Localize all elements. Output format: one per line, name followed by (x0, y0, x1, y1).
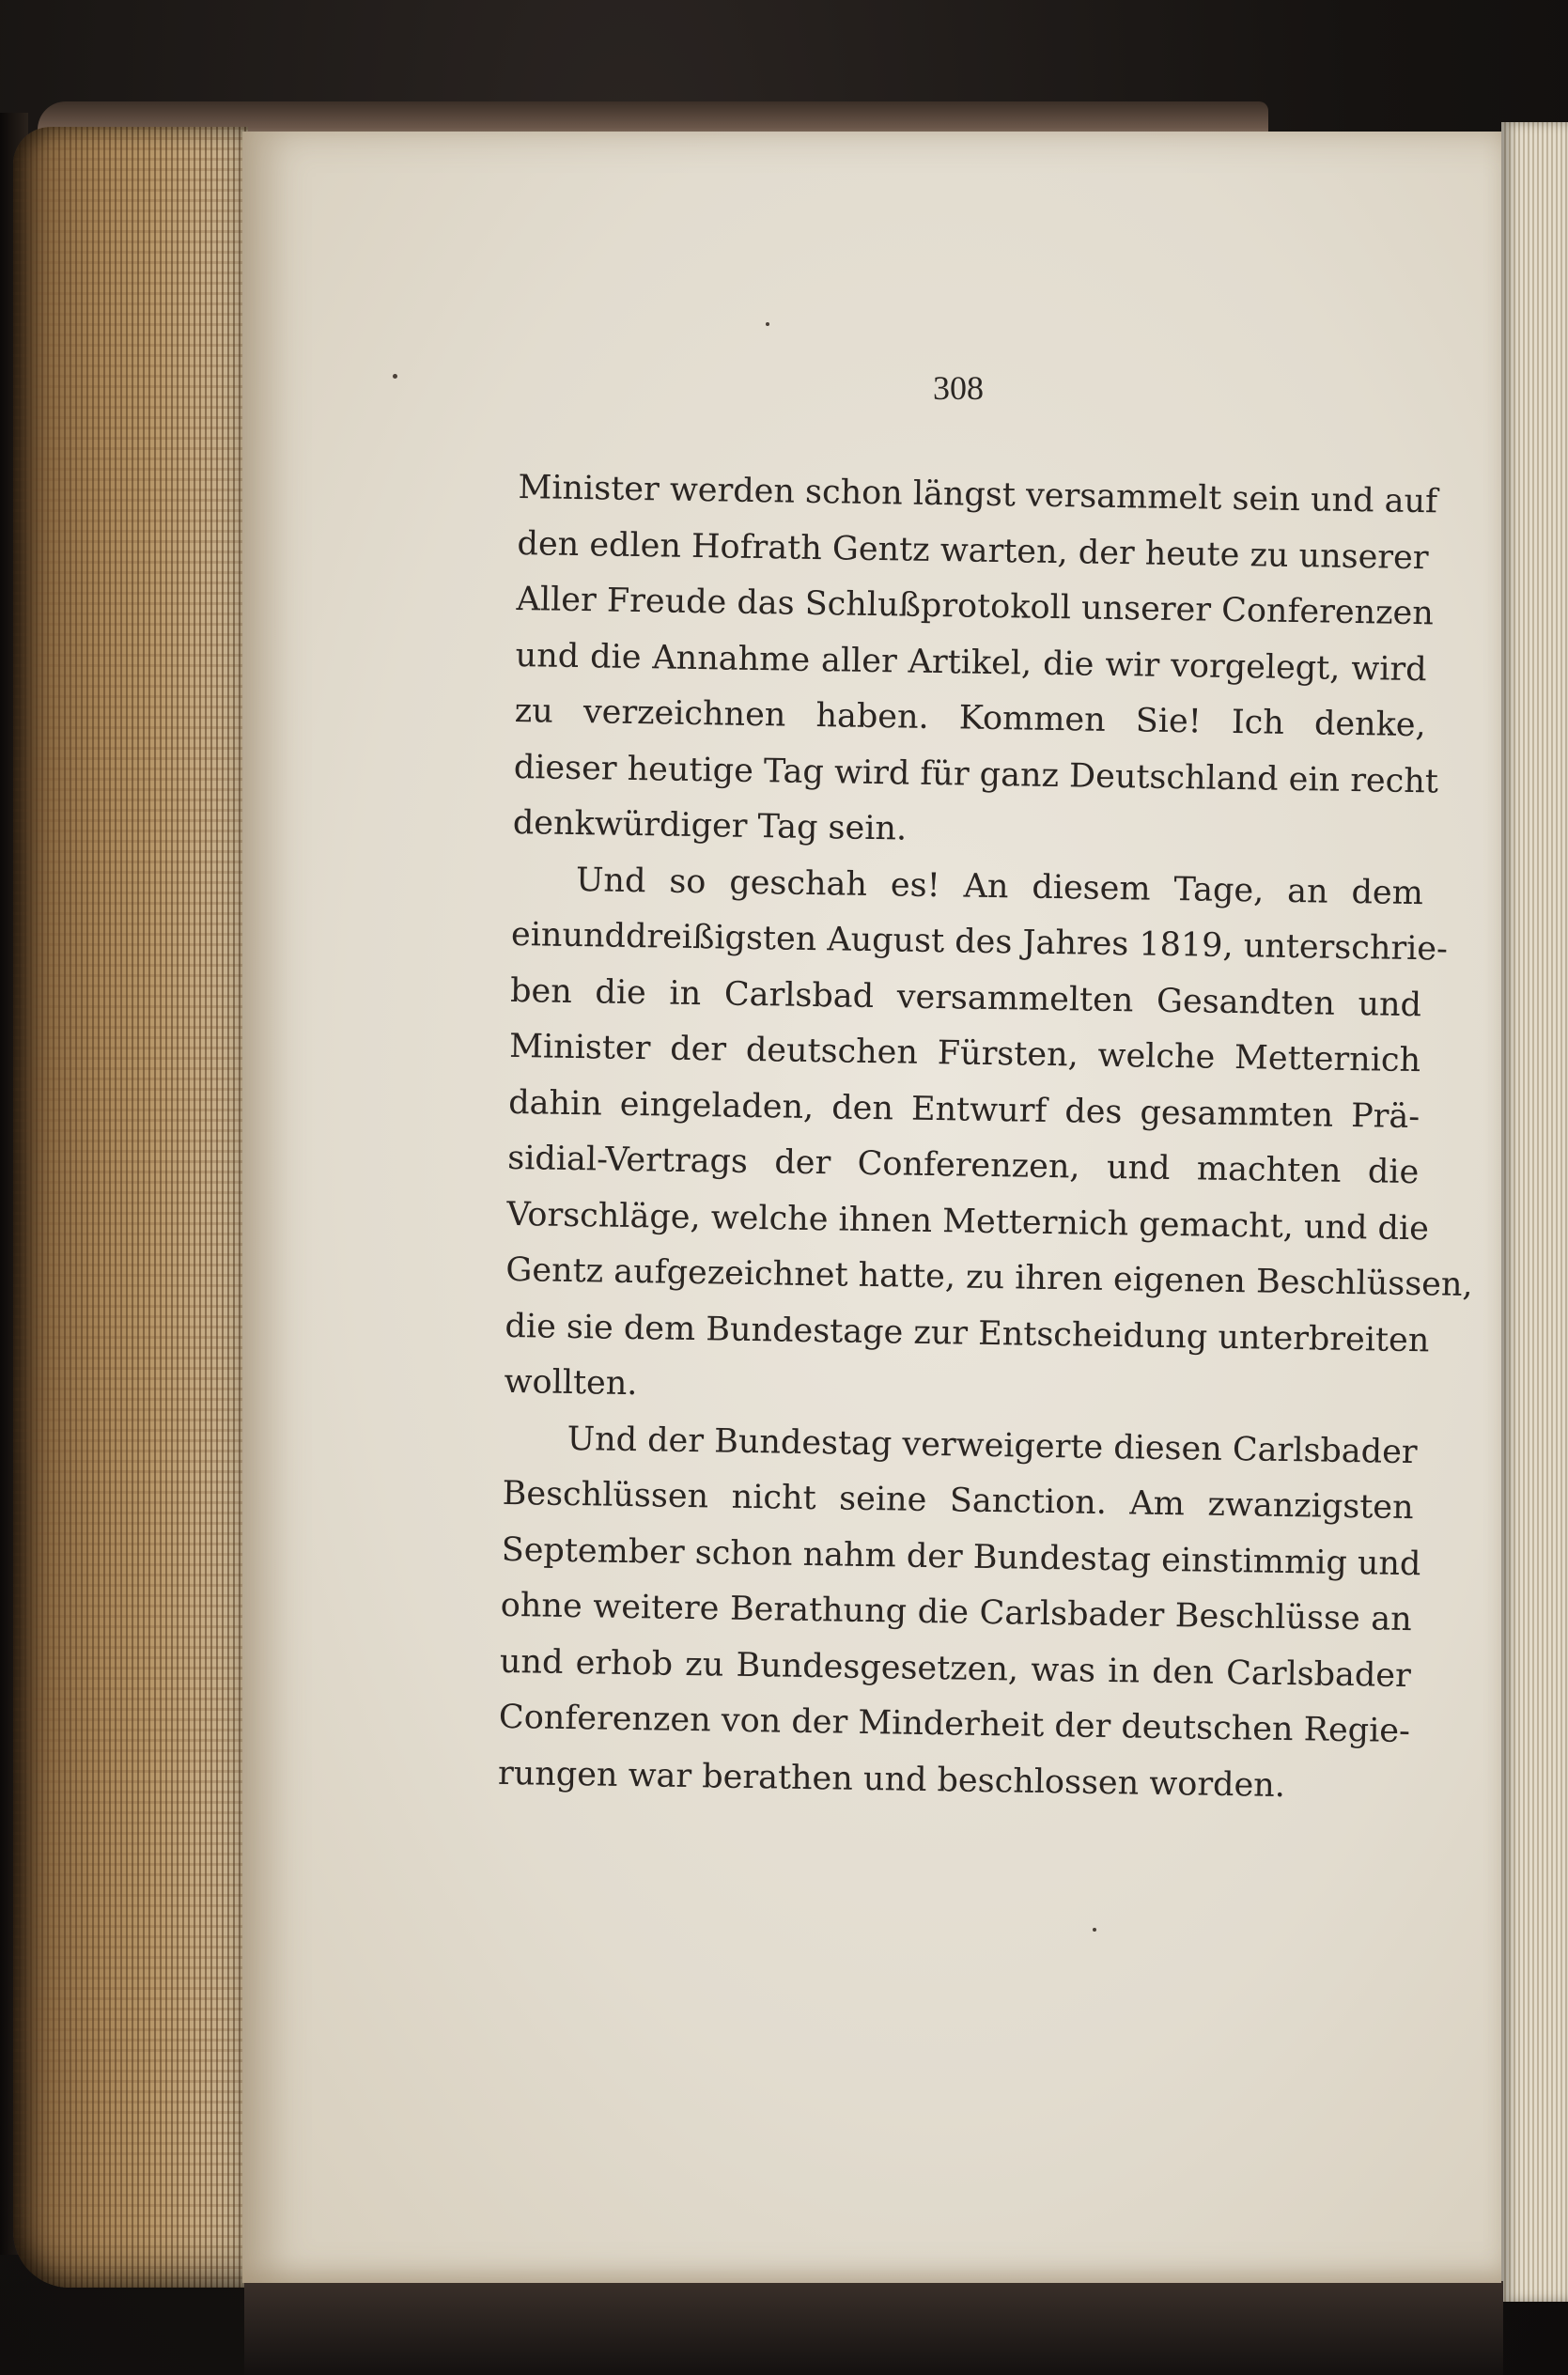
text-line: die sie dem Bundestage zur Entscheidung unterbreiten (505, 1307, 1430, 1359)
text-line: September schon nahm der Bundestag einstimmig und (501, 1530, 1421, 1583)
paragraph-1 (512, 460, 1439, 866)
paper-speck (766, 322, 769, 326)
body-text (497, 460, 1473, 1816)
text-line: denkwürdiger Tag sein. (512, 803, 908, 848)
text-line: ohne weitere Berathung die Carlsbader Beschlüsse an (500, 1586, 1413, 1639)
text-line: und erhob zu Bundesgesetzen, was in den Carlsbader (499, 1642, 1412, 1695)
text-line: wollten. (504, 1362, 638, 1404)
text-line: Minister werden schon längst versammelt sein und auf (518, 468, 1438, 521)
text-line: einunddreißigsten August des Jahres 1819, unterschrie- (510, 915, 1449, 969)
paper-speck (1093, 1928, 1096, 1932)
text-line: Beschlüssen nicht seine Sanction. Am zwanzigsten (502, 1474, 1414, 1528)
paper-speck (393, 374, 397, 379)
text-line: ben die in Carlsbad versammelten Gesandten und (509, 971, 1422, 1024)
page-edges-right (1501, 122, 1568, 2302)
book-bottom-shadow (244, 2281, 1503, 2375)
page-number: 308 (933, 369, 984, 407)
page-edges-left (13, 127, 248, 2288)
text-line: Gentz aufgezeichnet hatte, zu ihren eigenen Beschlüssen, (505, 1250, 1473, 1305)
text-line: dieser heutige Tag wird für ganz Deutschland ein recht (513, 748, 1439, 800)
text-line: Und der Bundestag verweigerte diesen Carlsbader (567, 1420, 1418, 1471)
text-line: den edlen Hofrath Gentz warten, der heute zu unserer (517, 524, 1429, 577)
text-line: Minister der deutschen Fürsten, welche Metternich (508, 1027, 1421, 1080)
text-line: sidial-Vertrags der Conferenzen, und machten die (507, 1139, 1420, 1192)
text-line: Vorschläge, welche ihnen Metternich gemacht, und die (506, 1195, 1430, 1248)
text-line: dahin eingeladen, den Entwurf des gesammten Prä- (507, 1083, 1421, 1136)
text-line: Conferenzen von der Minderheit der deutschen Regie- (498, 1698, 1411, 1751)
text-line: Aller Freude das Schlußprotokoll unserer Conferenzen (516, 580, 1435, 633)
paragraph-3 (497, 1410, 1421, 1816)
text-line: zu verzeichnen haben. Kommen Sie! Ich denke, (514, 691, 1427, 745)
text-line: rungen war berathen und beschlossen worden. (497, 1754, 1286, 1805)
paragraph-2 (504, 851, 1473, 1424)
text-line: und die Annahme aller Artikel, die wir vorgelegt, wird (515, 636, 1427, 689)
text-line: Und so geschah es! An diesem Tage, an dem (575, 861, 1424, 912)
